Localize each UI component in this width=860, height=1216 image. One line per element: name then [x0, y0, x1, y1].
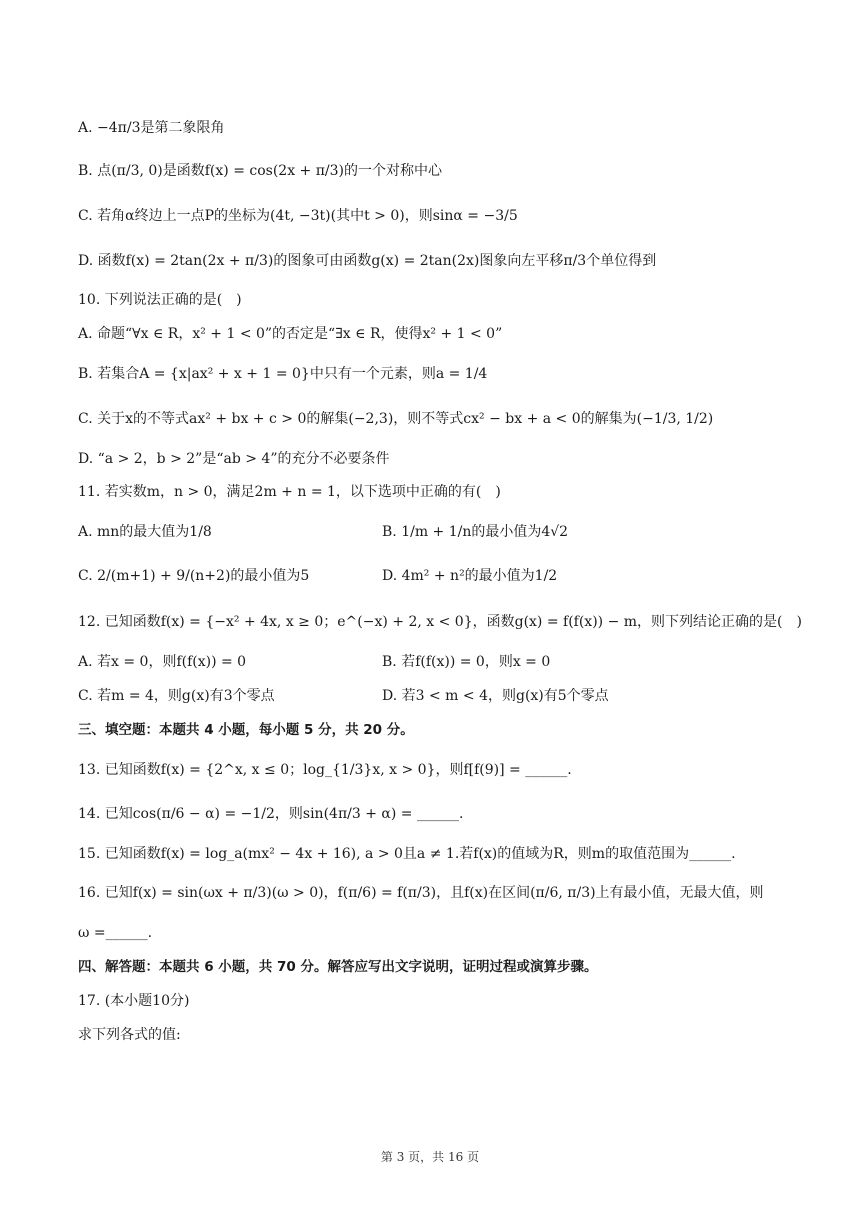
option-9b: B. 点(π/3, 0)是函数f(x) = cos(2x + π/3)的一个对称中心 — [78, 163, 443, 179]
page-footer: 第 3 页，共 16 页 — [380, 1150, 480, 1164]
section-3-heading: 三、填空题：本题共 4 小题，每小题 5 分，共 20 分。 — [78, 722, 414, 738]
option-12c: C. 若m = 4，则g(x)有3个零点 — [78, 688, 275, 704]
question-16-line-1: 16. 已知f(x) = sin(ωx + π/3)(ω > 0)，f(π/6) = f(π/3)，且f(x)在区间(π/6, π/3)上有最小值，无最大值，则 — [78, 885, 764, 901]
option-12a: A. 若x = 0，则f(f(x)) = 0 — [78, 654, 247, 670]
question-10-stem: 10. 下列说法正确的是( ) — [78, 292, 242, 308]
option-10a: A. 命题“∀x ∈ R，x² + 1 < 0”的否定是“∃x ∈ R，使得x² + 1 < 0” — [78, 326, 503, 342]
option-11d: D. 4m² + n²的最小值为1/2 — [382, 568, 558, 584]
option-12b: B. 若f(f(x)) = 0，则x = 0 — [382, 654, 551, 670]
question-17-text: 求下列各式的值: — [78, 1027, 181, 1043]
question-11-stem: 11. 若实数m，n > 0，满足2m + n = 1，以下选项中正确的有( ) — [78, 484, 501, 500]
question-17-title: 17. (本小题10分) — [78, 993, 190, 1009]
question-13: 13. 已知函数f(x) = {2^x, x ≤ 0；log_{1/3}x, x > 0}，则f[f(9)] = ______. — [78, 762, 572, 778]
option-10c: C. 关于x的不等式ax² + bx + c > 0的解集(−2,3)，则不等式cx² − bx + a < 0的解集为(−1/3, 1/2) — [78, 411, 714, 427]
question-12-stem: 12. 已知函数f(x) = {−x² + 4x, x ≥ 0；e^(−x) + 2, x < 0}，函数g(x) = f(f(x)) − m，则下列结论正确的是( ) — [78, 614, 802, 630]
option-11c: C. 2/(m+1) + 9/(n+2)的最小值为5 — [78, 568, 310, 584]
option-9d: D. 函数f(x) = 2tan(2x + π/3)的图象可由函数g(x) = 2tan(2x)图象向左平移π/3个单位得到 — [78, 253, 657, 269]
option-10d: D. “a > 2，b > 2”是“ab > 4”的充分不必要条件 — [78, 451, 390, 467]
question-15: 15. 已知函数f(x) = log_a(mx² − 4x + 16), a > 0且a ≠ 1.若f(x)的值域为R，则m的取值范围为______. — [78, 846, 736, 862]
option-9a: A. −4π/3是第二象限角 — [78, 120, 225, 136]
question-14: 14. 已知cos(π/6 − α) = −1/2，则sin(4π/3 + α) = ______. — [78, 806, 464, 822]
section-4-heading: 四、解答题：本题共 6 小题，共 70 分。解答应写出文字说明，证明过程或演算步骤。 — [78, 959, 598, 975]
option-9c: C. 若角α终边上一点P的坐标为(4t, −3t)(其中t > 0)，则sinα = −3/5 — [78, 208, 518, 224]
option-11b: B. 1/m + 1/n的最小值为4√2 — [382, 524, 569, 540]
question-16-line-2: ω =______. — [78, 925, 153, 941]
option-10b: B. 若集合A = {x|ax² + x + 1 = 0}中只有一个元素，则a = 1/4 — [78, 366, 488, 382]
option-12d: D. 若3 < m < 4，则g(x)有5个零点 — [382, 688, 609, 704]
option-11a: A. mn的最大值为1/8 — [78, 524, 212, 540]
